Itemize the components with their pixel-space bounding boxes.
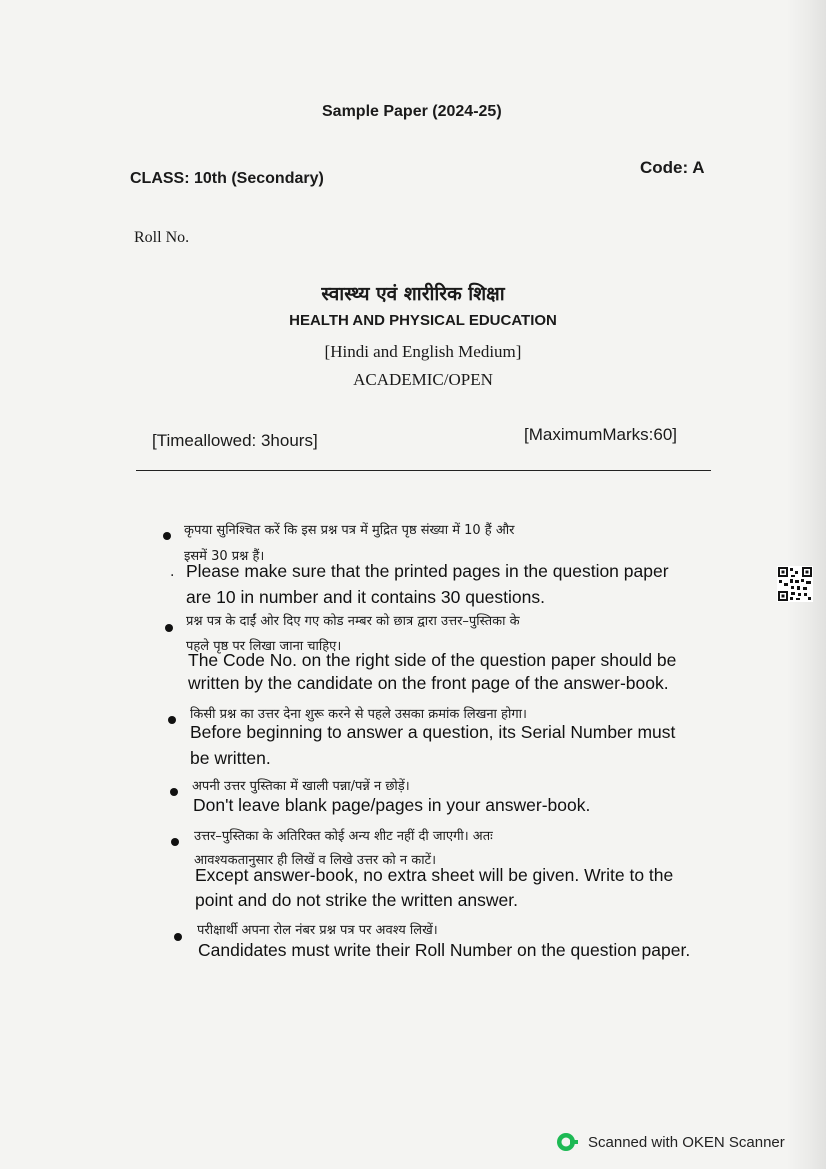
stream-label: ACADEMIC/OPEN xyxy=(353,370,493,389)
instruction-english: The Code No. on the right side of the question paper should be xyxy=(188,650,677,670)
qr-code-icon xyxy=(777,566,813,602)
scanner-watermark xyxy=(556,1130,785,1154)
bullet-icon xyxy=(170,788,178,796)
oken-logo-icon xyxy=(556,1131,578,1153)
instruction-english: point and do not strike the written answer. xyxy=(195,890,518,910)
medium-label: [Hindi and English Medium] xyxy=(324,342,522,361)
paper-title: Sample Paper (2024-25) xyxy=(322,103,502,120)
scanner-text: Scanned with OKEN Scanner xyxy=(588,1133,785,1151)
subject-hindi: स्वास्थ्य एवं शारीरिक शिक्षा xyxy=(321,283,505,305)
bullet-icon xyxy=(163,532,171,540)
dot-marker-icon: · xyxy=(170,568,175,584)
time-allowed: [Timeallowed: 3hours] xyxy=(152,431,318,450)
instruction-hindi: अपनी उत्तर पुस्तिका में खाली पन्ना/पन्नें न छोड़ें। xyxy=(192,779,410,794)
instruction-english: be written. xyxy=(190,748,271,768)
instruction-hindi: प्रश्न पत्र के दाईं ओर दिए गए कोड नम्बर को छात्र द्वारा उत्तर–पुस्तिका के xyxy=(186,614,520,629)
instruction-hindi: आवश्यकतानुसार ही लिखें व लिखे उत्तर को न काटें। xyxy=(194,853,437,868)
instruction-english: Don't leave blank page/pages in your answer-book. xyxy=(193,795,591,815)
bullet-icon xyxy=(174,933,182,941)
instruction-english: Candidates must write their Roll Number on the question paper. xyxy=(198,940,691,960)
instruction-hindi: कृपया सुनिश्चित करें कि इस प्रश्न पत्र में मुद्रित पृष्ठ संख्या में 10 हैं और xyxy=(184,523,515,538)
instruction-hindi: परीक्षार्थी अपना रोल नंबर प्रश्न पत्र पर अवश्य लिखें। xyxy=(197,923,438,938)
instruction-english: Please make sure that the printed pages in the question paper xyxy=(186,561,669,581)
subject-english: HEALTH AND PHYSICAL EDUCATION xyxy=(289,312,557,329)
instruction-english: are 10 in number and it contains 30 questions. xyxy=(186,587,545,607)
roll-number-label: Roll No. xyxy=(134,229,190,246)
instruction-english: written by the candidate on the front page of the answer-book. xyxy=(188,673,669,693)
class-label: CLASS: 10th (Secondary) xyxy=(130,170,324,187)
maximum-marks: [MaximumMarks:60] xyxy=(524,425,678,444)
instruction-hindi: उत्तर–पुस्तिका के अतिरिक्त कोई अन्य शीट नहीं दी जाएगी। अतः xyxy=(194,829,493,844)
instruction-hindi: किसी प्रश्न का उत्तर देना शुरू करने से पहले उसका क्रमांक लिखना होगा। xyxy=(190,707,527,722)
bullet-icon xyxy=(165,624,173,632)
bullet-icon xyxy=(168,716,176,724)
bullet-icon xyxy=(171,838,179,846)
code-label: Code: A xyxy=(640,158,705,177)
instruction-hindi: पहले पृष्ठ पर लिखा जाना चाहिए। xyxy=(186,639,342,654)
instruction-english: Before beginning to answer a question, its Serial Number must xyxy=(190,722,676,742)
instruction-english: Except answer-book, no extra sheet will be given. Write to the xyxy=(195,865,674,885)
divider-line xyxy=(136,470,711,471)
instruction-hindi: इसमें 30 प्रश्न हैं। xyxy=(184,549,265,564)
